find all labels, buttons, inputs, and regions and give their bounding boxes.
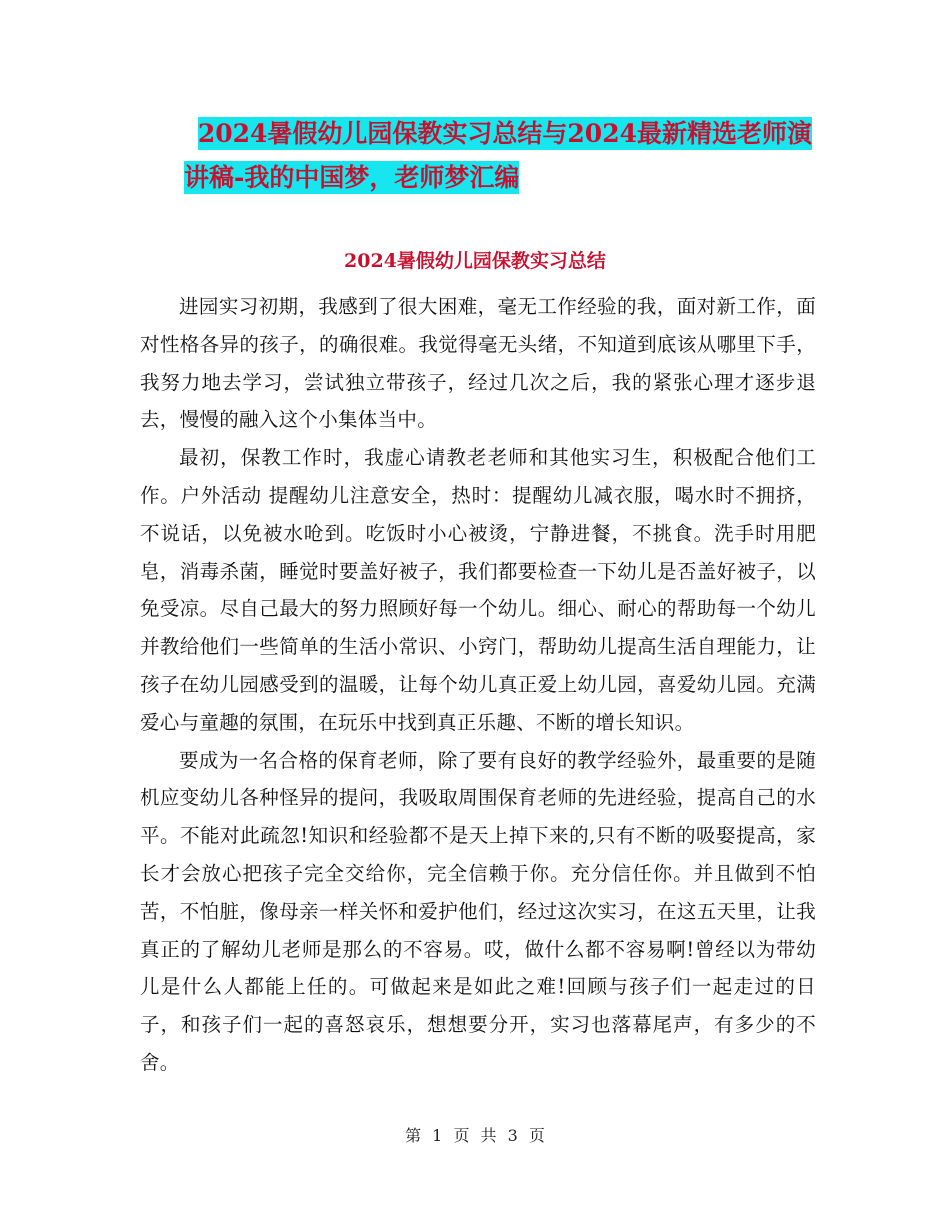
section-heading: 2024暑假幼儿园保教实习总结 — [344, 250, 606, 272]
document-title-line-2 — [140, 156, 830, 200]
document-title — [140, 112, 830, 200]
document-body — [140, 288, 816, 1082]
title-highlight: 2024暑假幼儿园保教实习总结与2024最新精选老师演 — [197, 119, 812, 148]
title-highlight: 讲稿-我的中国梦，老师梦汇编 — [184, 163, 520, 192]
body-paragraph-3: 要成为一名合格的保育老师，除了要有良好的教学经验外，最重要的是随机应变幼儿各种怪异的提问，我吸取周围保育老师的先进经验，提高自己的水平。不能对此疏忽!知识和经验都不是天上掉下来的,只有不断的吸娶提高，家长才会放心把孩子完全交给你，完全信赖于你。充分信任你。并且做到不怕苦，不怕脏，像母亲一样关怀和爱护他们，经过这次实习，在这五天里，让我真正的了解幼儿老师是那么的不容易。哎，做什么都不容易啊!曾经以为带幼儿是什么人都能上任的。可做起来是如此之难!回顾与孩子们一起走过的日子，和孩子们一起的喜怒哀乐，想想要分开，实习也落幕尾声，有多少的不舍。 — [140, 748, 816, 1074]
body-paragraph-2: 最初，保教工作时，我虚心请教老老师和其他实习生，积极配合他们工作。户外活动 提醒幼儿注意安全，热时：提醒幼儿减衣服，喝水时不拥挤，不说话，以免被水呛到。吃饭时小心被烫，宁静进餐，不挑食。洗手时用肥皂，消毒杀菌，睡觉时要盖好被子，我们都要检查一下幼儿是否盖好被子，以免受凉。尽自己最大的努力照顾好每一个幼儿。细心、耐心的帮助每一个幼儿并教给他们一些简单的生活小常识、小窍门，帮助幼儿提高生活自理能力，让孩子在幼儿园感受到的温暖，让每个幼儿真正爱上幼儿园，喜爱幼儿园。充满爱心与童趣的氛围，在玩乐中找到真正乐趣、不断的增长知识。 — [140, 446, 816, 734]
document-title-line-1 — [140, 112, 830, 156]
body-paragraph-1: 进园实习初期，我感到了很大困难，毫无工作经验的我，面对新工作，面对性格各异的孩子，的确很难。我觉得毫无头绪，不知道到底该从哪里下手，我努力地去学习，尝试独立带孩子，经过几次之后，我的紧张心理才逐步退去，慢慢的融入这个小集体当中。 — [140, 295, 816, 432]
page-footer: 第 1 页 共 3 页 — [405, 1126, 545, 1145]
